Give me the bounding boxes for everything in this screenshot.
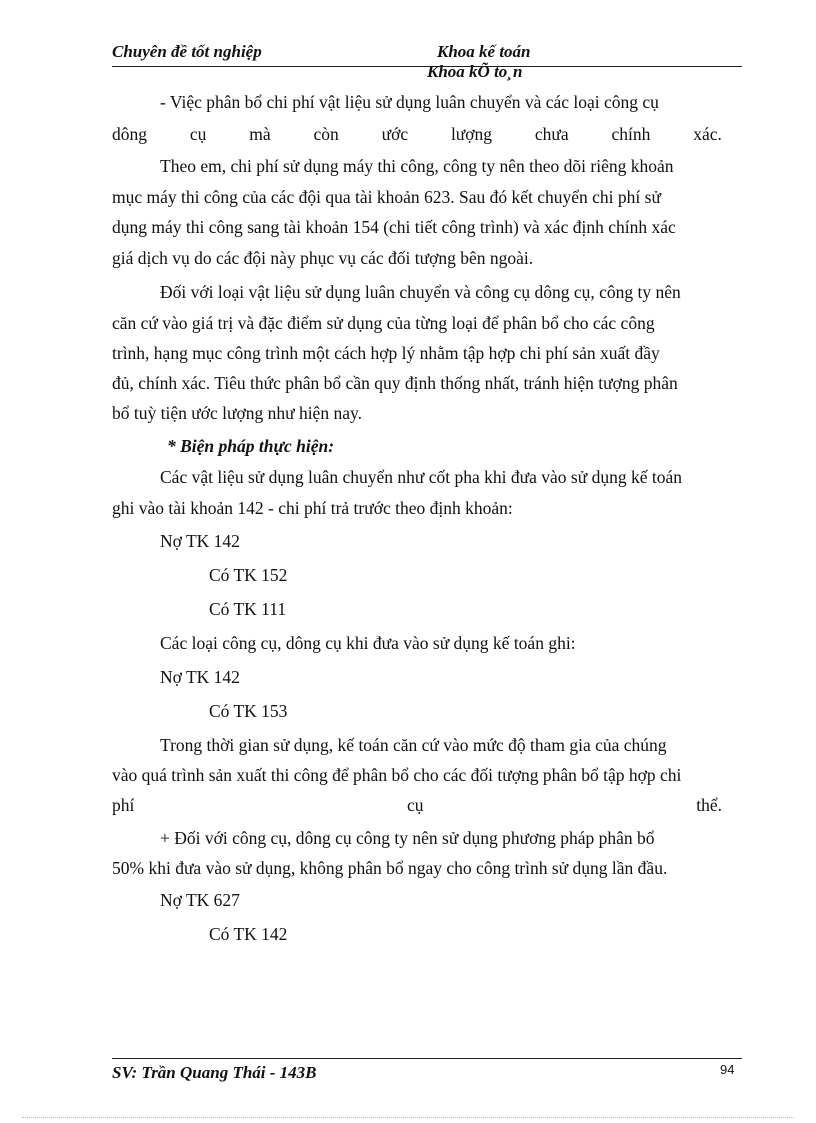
section-heading: * Biện pháp thực hiện: [167,436,335,456]
body-line-justified [112,795,722,815]
entry-credit: Có TK 152 [209,565,288,585]
word: dông [112,124,147,144]
word: ước [381,124,409,144]
footer-rule [112,1058,742,1059]
entry-debit: Nợ TK 142 [160,667,240,687]
body-line: Theo em, chi phí sử dụng máy thi công, công ty nên theo dõi riêng khoản [160,156,674,176]
body-line: + Đối với công cụ, dông cụ công ty nên sử dụng phương pháp phân bổ [160,828,655,848]
entry-credit: Có TK 111 [209,599,287,619]
body-line: đủ, chính xác. Tiêu thức phân bổ cần quy định thống nhất, tránh hiện tượng phân [112,373,678,393]
body-line: vào quá trình sản xuất thi công để phân bổ cho các đối tượng phân bổ tập hợp chi [112,765,682,785]
body-line: 50% khi đưa vào sử dụng, không phân bổ ngay cho công trình sử dụng lần đầu. [112,858,668,878]
word: cụ [407,795,424,815]
page-number: 94 [720,1062,735,1077]
entry-credit: Có TK 142 [209,924,288,944]
body-line: dụng máy thi công sang tài khoản 154 (chi tiết công trình) và xác định chính xác [112,217,676,237]
word: cụ [189,124,207,144]
body-line: Trong thời gian sử dụng, kế toán căn cứ vào mức độ tham gia của chúng [160,735,667,755]
body-line: giá dịch vụ do các đội này phục vụ các đối tượng bên ngoài. [112,248,534,268]
footer-student-name: SV: Trần Quang Thái - 143B [112,1063,317,1082]
entry-debit: Nợ TK 627 [160,890,240,910]
page-bottom-dotted-border [22,1117,794,1118]
entry-debit: Nợ TK 142 [160,531,240,551]
body-line: Các vật liệu sử dụng luân chuyển như cốt pha khi đưa vào sử dụng kế toán [160,467,682,487]
word: mà [249,124,271,144]
header-garbled-title: Khoa kÕ to¸n [427,62,523,81]
word: chính [611,124,651,144]
word: phí [112,795,135,815]
body-line: - Việc phân bổ chi phí vật liệu sử dụng luân chuyển và các loại công cụ [160,92,659,112]
body-line: ghi vào tài khoản 142 - chi phí trả trước theo định khoản: [112,498,513,518]
body-line-justified [112,124,722,144]
word: lượng [450,124,493,144]
body-line: bổ tuỳ tiện ước lượng như hiện nay. [112,403,362,423]
entry-credit: Có TK 153 [209,701,288,721]
body-line: mục máy thi công của các đội qua tài khoản 623. Sau đó kết chuyển chi phí sử [112,187,661,207]
word: chưa [534,124,569,144]
body-line: Đối với loại vật liệu sử dụng luân chuyển và công cụ dông cụ, công ty nên [160,282,681,302]
word: thể. [696,795,722,815]
header-left-title: Chuyên đề tốt nghiệp [112,42,262,61]
body-line: Các loại công cụ, dông cụ khi đưa vào sử dụng kế toán ghi: [160,633,576,653]
body-line: trình, hạng mục công trình một cách hợp lý nhằm tập hợp chi phí sản xuất đầy [112,343,660,363]
header-right-title: Khoa kế toán [437,42,531,61]
word: còn [313,124,339,144]
word: xác. [693,124,722,144]
body-line: căn cứ vào giá trị và đặc điểm sử dụng của từng loại để phân bổ cho các công [112,313,655,333]
